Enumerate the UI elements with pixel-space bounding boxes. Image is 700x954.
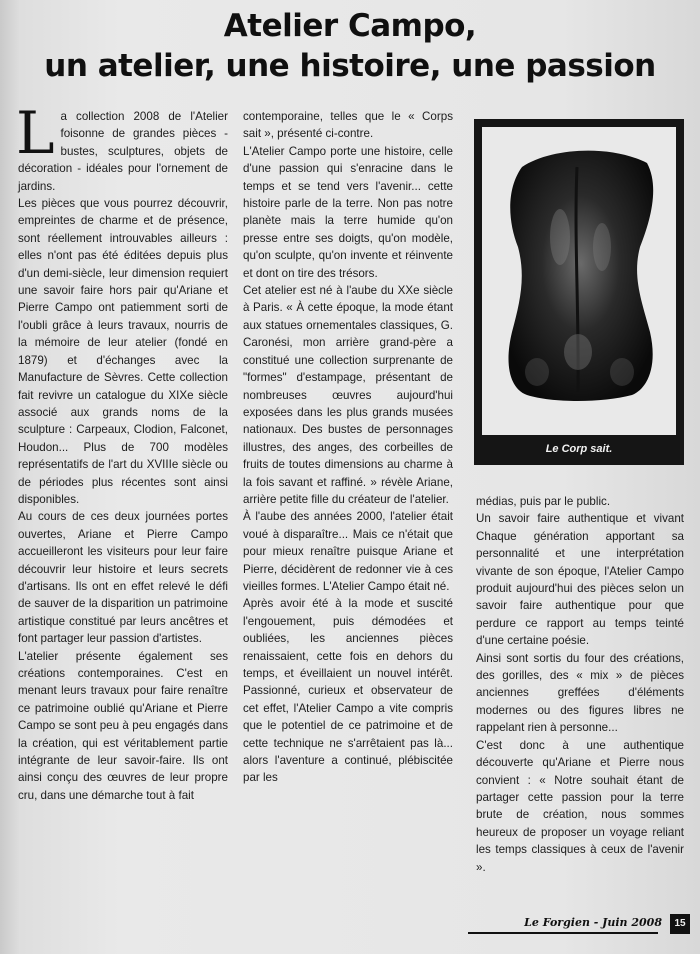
footer-publication: Le Forgien - Juin 2008 [524, 916, 662, 929]
paragraph: C'est donc à une authentique découverte qu'Ariane et Pierre nous convient : « Notre souhait étant de partager cette passion pour la terre brute de création, nous sommes heureux de proposer un voyage reliant les temps classiques à ceux de l'avenir ». [476, 738, 684, 874]
title-line-1: Atelier Campo, [223, 8, 477, 44]
paragraph: L'Atelier Campo porte une histoire, celle d'une passion qui s'enracine dans le temps et se tend vers l'avenir... cette histoire parle de la terre. Non pas notre planète mais la terre humide qu'on presse entre ses doigts, qu'on modèle, qu'on sculpte, qu'on invente et réinvente et dont on tire des trésors. [243, 144, 453, 280]
paragraph: Ainsi sont sortis du four des créations, des gorilles, des « mix » de pièces anciennes greffées d'éléments modernes ou des figures libres ne rappelant rien à personne... [476, 651, 684, 735]
page-number: 15 [670, 914, 690, 934]
paragraph: Cet atelier est né à l'aube du XXe siècle à Paris. « À cette époque, la mode étant aux statues ornementales classiques, G. Caronési, mon arrière grand-père a constitué une collection surprenante de "formes" d'estampage, présentant de nombreuses œuvres aujourd'hui exposées dans les plus grands musées nationaux. Des bustes de personnages illustres, des anges, des corbeilles de fruits de toutes dimensions au charme à la fois savant et raffiné. » révèle Ariane, arrière petite fille du créateur de l'atelier. [243, 284, 453, 506]
drop-cap: L [16, 99, 55, 167]
torso-sculpture-image [482, 127, 676, 435]
sculpture-photo [482, 127, 676, 435]
paragraph: Au cours de ces deux journées portes ouvertes, Ariane et Pierre Campo accueilleront les visiteurs pour leur faire découvrir leur histoire et leurs secrets d'artisans. Ils ont en effet relevé le défi de sauver de la disparition un patrimoine artistique constitué par leurs ancêtres et font partager leur passion d'artistes. [18, 510, 228, 646]
sculpture-photo-frame [474, 119, 684, 465]
paragraph: La collection 2008 de l'Atelier foisonne de grandes pièces - bustes, sculptures, objets de décoration - idéales pour l'ornement de jardins. [16, 99, 228, 193]
photo-caption: Le Corp sait. [545, 443, 613, 455]
paragraph: Un savoir faire authentique et vivant Chaque génération apportant sa personnalité et une interprétation vivante de son époque, l'Atelier Campo produit aujourd'hui des pièces selon un savoir faire authentique pour que perdure ce rapport au temps teinté d'une certaine poésie. [476, 512, 684, 648]
text-column-2 [243, 108, 453, 787]
paragraph: Après avoir été à la mode et suscité l'engouement, puis démodées et oubliées, les anciennes pièces renaissaient, cette fois en dehors du temps, et éveillaient un nouvel intérêt. Passionné, curieux et observateur de cet effet, l'Atelier Campo a vite compris que le potentiel de ce patrimoine et de cette technique ne s'arrêtaient pas là... alors l'aventure a continué, plébiscitée par les [243, 597, 453, 785]
paragraph: médias, puis par le public. [476, 495, 611, 508]
text-column-3 [476, 493, 684, 876]
page-footer [468, 914, 690, 936]
text-column-1 [16, 99, 228, 804]
paragraph: Les pièces que vous pourrez découvrir, empreintes de charme et de présence, sont réellement introuvables ailleurs : elles n'ont pas été éditées depuis plus d'un demi-siècle, leur dimension requiert une savoir faire hors pair qu'Ariane et Pierre Campo ont patiemment sorti de l'oubli grâce à leurs travaux, nourris de la mémoire de leur atelier (fondé en 1879) et d'échanges avec la Manufacture de Sèvres. Cette collection fait revivre un catalogue du XIXe siècle associé aux grands noms de la sculpture : Carpeaux, Clodion, Falconet, Houdon... Plus de 700 modèles représentatifs de l'art du XVIIIe siècle ou de périodes plus récentes sont ainsi disponibles. [18, 197, 228, 506]
article-title [0, 6, 700, 86]
footer-rule [468, 932, 658, 934]
paragraph: L'atelier présente également ses créations contemporaines. C'est en menant leurs travaux pour faire renaître ce patrimoine oublié qu'Ariane et Pierre Campo se sont peu à peu engagés dans la création, qui est véritablement partie intégrante de leur savoir-faire. Ils ont ainsi conçu des œuvres de leur propre cru, dans une démarche tout à fait [18, 649, 228, 802]
paragraph: contemporaine, telles que le « Corps sait », présenté ci-contre. [243, 110, 453, 141]
paragraph: À l'aube des années 2000, l'atelier était voué à disparaître... Mais ce n'était que pour mieux renaître puisque Ariane et Pierre, décidèrent de redonner vie à ces vieilles formes. L'Atelier Campo était né. [243, 510, 453, 593]
title-line-2: un atelier, une histoire, une passion [44, 48, 656, 84]
